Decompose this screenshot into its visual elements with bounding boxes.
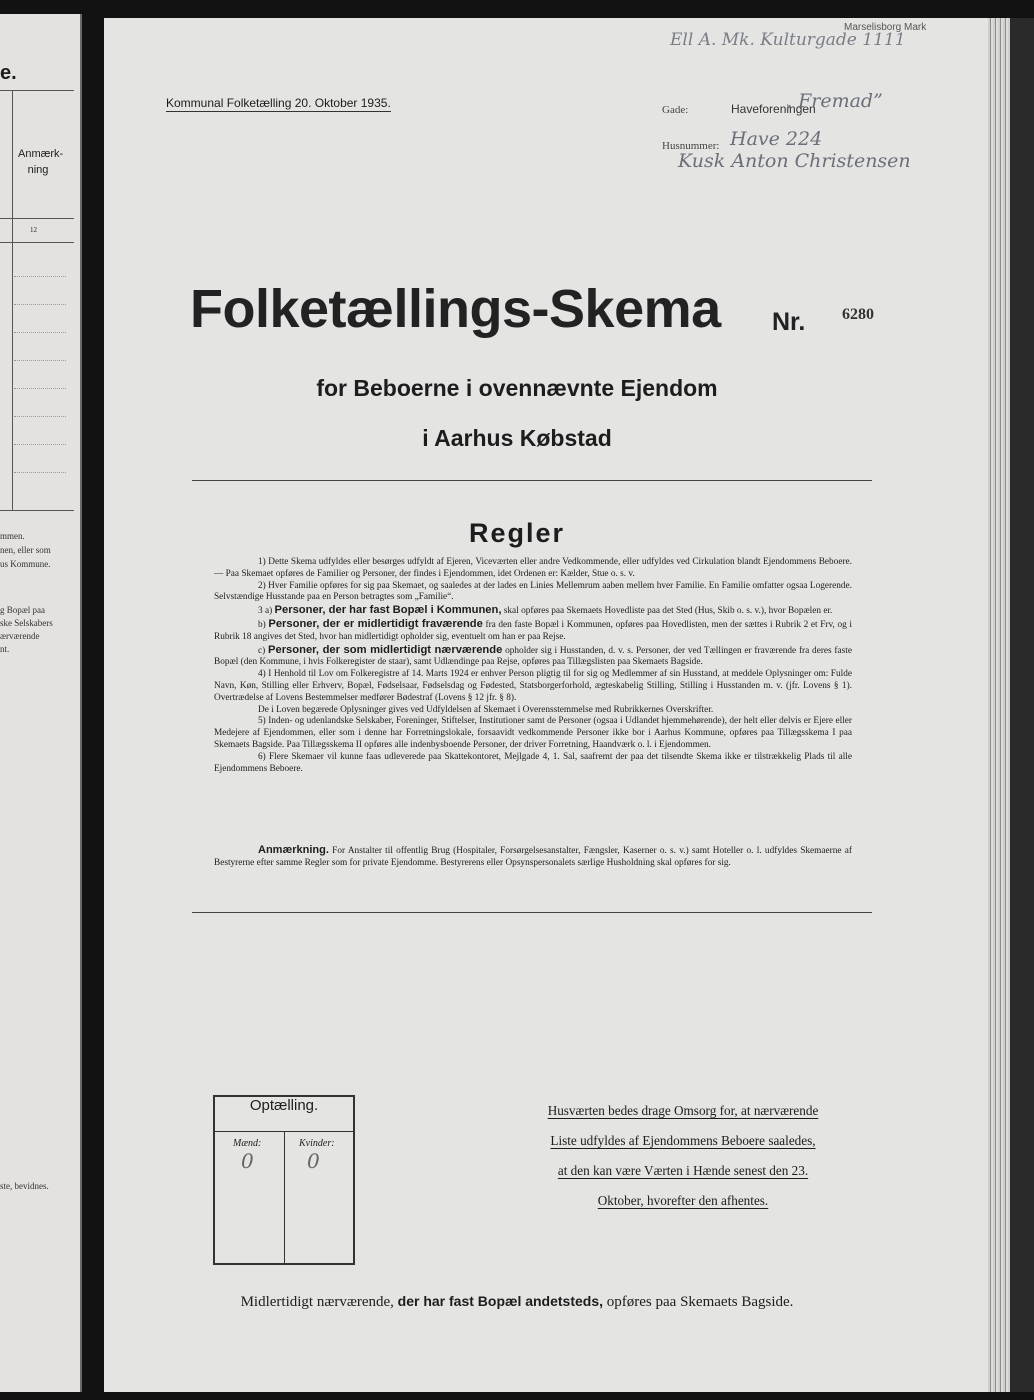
form-number-label: Nr. xyxy=(772,308,806,336)
notice-line: Liste udfyldes af Ejendommens Beboere saaledes, xyxy=(550,1133,816,1148)
rule-bold: Personer, der har fast Bopæl i Kommunen, xyxy=(274,604,502,617)
rule-bold: Personer, der er midlertidigt fraværende xyxy=(268,617,483,630)
rule-3a xyxy=(214,604,852,618)
left-text-fragment: nen, eller som xyxy=(0,545,51,555)
rule-3b xyxy=(214,618,852,644)
left-rule xyxy=(0,218,74,219)
tally-men-label: Mænd: xyxy=(233,1138,262,1149)
form-title: Folketællings-Skema xyxy=(190,279,721,339)
rule-4a: 4) I Henhold til Lov om Folkeregistre af 14. Marts 1924 er enhver Person pligtig til for sig og Medlemmer af sin Husstand, at meddele Oplysninger om: Fulde Navn, Køn, Stilling eller Erhverv, Bopæl, Fødselsaar, Fødselsdag og Fødested, Statsborgerforhold, ægteskabelig Stilling, Stilling i Husstanden m. v. (jfr. Lovens § 1). Overtrædelse af Lovens Bestemmelser medfører Bødestraf (Lovens § 12 jfr. § 8). xyxy=(214,669,852,703)
handwritten-house-number: Have 224 xyxy=(730,128,823,150)
footer-pre: Midlertidigt nærværende, xyxy=(240,1294,394,1310)
rule-number: 3 a) xyxy=(258,606,273,617)
handwritten-street: , Fremad” xyxy=(786,90,883,112)
rules-text xyxy=(214,557,852,775)
form-number-value: 6280 xyxy=(842,306,874,323)
rule-text: skal opføres paa Skemaets Hovedliste paa det Sted (Hus, Skib o. s. v.), hvor Bopælen er. xyxy=(503,606,833,617)
landlord-notice xyxy=(508,1096,858,1216)
note-paragraph xyxy=(214,844,852,870)
tally-heading: Optælling. xyxy=(215,1097,353,1132)
page-stack-edge xyxy=(988,18,1010,1392)
tally-men-value: 0 xyxy=(241,1149,254,1173)
divider-rule xyxy=(192,912,872,913)
rule-bold: Personer, der som midlertidigt nærværende xyxy=(268,643,503,656)
scan-border-right xyxy=(1010,18,1034,1392)
footer-bold: der har fast Bopæl andetsteds, xyxy=(397,1293,604,1309)
left-text-fragment: us Kommune. xyxy=(0,559,51,569)
tally-divider xyxy=(284,1131,285,1263)
notice-line: Oktober, hvorefter den afhentes. xyxy=(597,1193,769,1208)
left-text-fragment: ske Selskabers xyxy=(0,618,53,628)
note-text: For Anstalter til offentlig Brug (Hospitaler, Forsørgelsesanstalter, Fængsler, Kaserner o. s. v.) samt Hoteller o. l. udfyldes Skemaerne af Bestyrerne efter samme Regler som for private Ejendomme. Bestyrerens eller Opsynspersonalets særlige Husholdning skal opføres for sig. xyxy=(214,846,852,868)
notice-line: at den kan være Værten i Hænde senest den 23. xyxy=(557,1163,809,1178)
rule-text: fra den faste Bopæl i Kommunen, opføres paa Hovedlisten, men der sættes i Rubrik 2 et Frv, og i Rubrik 18 angives det Sted, hvor han midlertidigt opholder sig, eventuelt om han er paa Rejse. xyxy=(214,619,852,642)
tally-women-label: Kvinder: xyxy=(299,1138,335,1149)
left-dotted-line xyxy=(14,416,66,417)
form-subtitle-1: for Beboerne i ovennævnte Ejendom xyxy=(316,375,718,401)
notice-line: Husværten bedes drage Omsorg for, at nærværende xyxy=(547,1103,819,1118)
note-label: Anmærkning. xyxy=(258,844,329,856)
gade-value: Haveforeningen xyxy=(731,102,816,116)
left-column-number: 12 xyxy=(30,226,37,234)
rule-5: 5) Inden- og udenlandske Selskaber, Foreninger, Stiftelser, Institutioner samt de Personer (ogsaa i Udlandet hjemmehørende), der helt eller delvis er Ejere eller Medejere af Ejendommen, eller som i denne har Forretningslokale, forsaavidt vedkommende Personer ikke bor i Aarhus Kommune, opføres paa Tillægsskema I paa Skemaets Bagside. Paa Tillægsskema II opføres alle indenbysboende Personer, der driver Forretning, Haandværk o. l. i Ejendommen. xyxy=(214,716,852,750)
rule-1: 1) Dette Skema udfyldes eller besørges udfyldt af Ejeren, Viceværten eller andre Vedkommende, eller udfyldes ved Cirkulation blandt Ejendommens Beboere. — Paa Skemaet opføres de Familier og Personer, der findes i Ejendommen, idet Ordenen er: Kælder, Stue o. s. v. xyxy=(214,557,852,579)
rules-heading: Regler xyxy=(468,518,566,548)
left-page-letter: e. xyxy=(0,62,17,84)
left-dotted-line xyxy=(14,304,66,305)
left-column-heading: Anmærk- ning xyxy=(18,148,64,176)
left-dotted-line xyxy=(14,360,66,361)
rule-number: c) xyxy=(258,645,266,656)
left-text-fragment: ærværende xyxy=(0,631,40,641)
left-page-strip xyxy=(0,14,82,1392)
left-dotted-line xyxy=(14,472,66,473)
footer-post: opføres paa Skemaets Bagside. xyxy=(606,1294,794,1310)
divider-rule xyxy=(192,480,872,481)
census-line: Kommunal Folketælling 20. Oktober 1935. xyxy=(166,96,391,110)
left-text-fragment: ste, bevidnes. xyxy=(0,1181,49,1191)
footer-note xyxy=(0,1293,1034,1311)
husnummer-label: Husnummer: xyxy=(662,140,720,152)
tally-box xyxy=(213,1095,355,1265)
rule-number: b) xyxy=(258,619,266,630)
rule-4b: De i Loven begærede Oplysninger gives ved Udfyldelsen af Skemaet i Overensstemmelse med Rubrikkernes Overskrifter. xyxy=(258,704,714,715)
gade-label: Gade: xyxy=(662,104,689,116)
district-stamp: Marselisborg Mark xyxy=(844,22,927,33)
tally-women-value: 0 xyxy=(307,1149,320,1173)
rule-6: 6) Flere Skemaer vil kunne faas udleverede paa Skattekontoret, Mejlgade 4, 1. Sal, saafremt der paa det tilsendte Skema ikke er tilstrækkelig Plads til alle Ejendommens Beboere. xyxy=(214,751,852,774)
handwritten-owner: Kusk Anton Christensen xyxy=(678,150,911,172)
left-text-fragment: g Bopæl paa xyxy=(0,605,45,615)
left-text-fragment: nt. xyxy=(0,644,10,654)
rule-3c xyxy=(214,644,852,670)
rule-2: 2) Hver Familie opføres for sig paa Skemaet, og saaledes at der lades en Linies Mellemrum aaben mellem hver Familie. En Familie omfatter ogsaa Logerende. Selvstændige Husstande paa en Person betragtes som „Familie“. xyxy=(214,580,852,603)
left-text-fragment: mmen. xyxy=(0,531,25,541)
left-dotted-line xyxy=(14,332,66,333)
handwritten-top-note: Ell A. Mk. Kulturgade 1111 xyxy=(670,30,906,50)
form-subtitle-2: i Aarhus Købstad xyxy=(422,425,612,451)
left-dotted-line xyxy=(14,276,66,277)
rule-text: opholder sig i Husstanden, d. v. s. Personer, der ved Tællingen er fraværende fra deres faste Bopæl (den Kommune, i hvis Folkeregister de staar), samt Udlændinge paa Rejse, opføres paa Tillægslisten paa Skemaets Bagside. xyxy=(214,645,852,668)
left-rule xyxy=(0,242,74,243)
left-rule xyxy=(0,510,74,511)
